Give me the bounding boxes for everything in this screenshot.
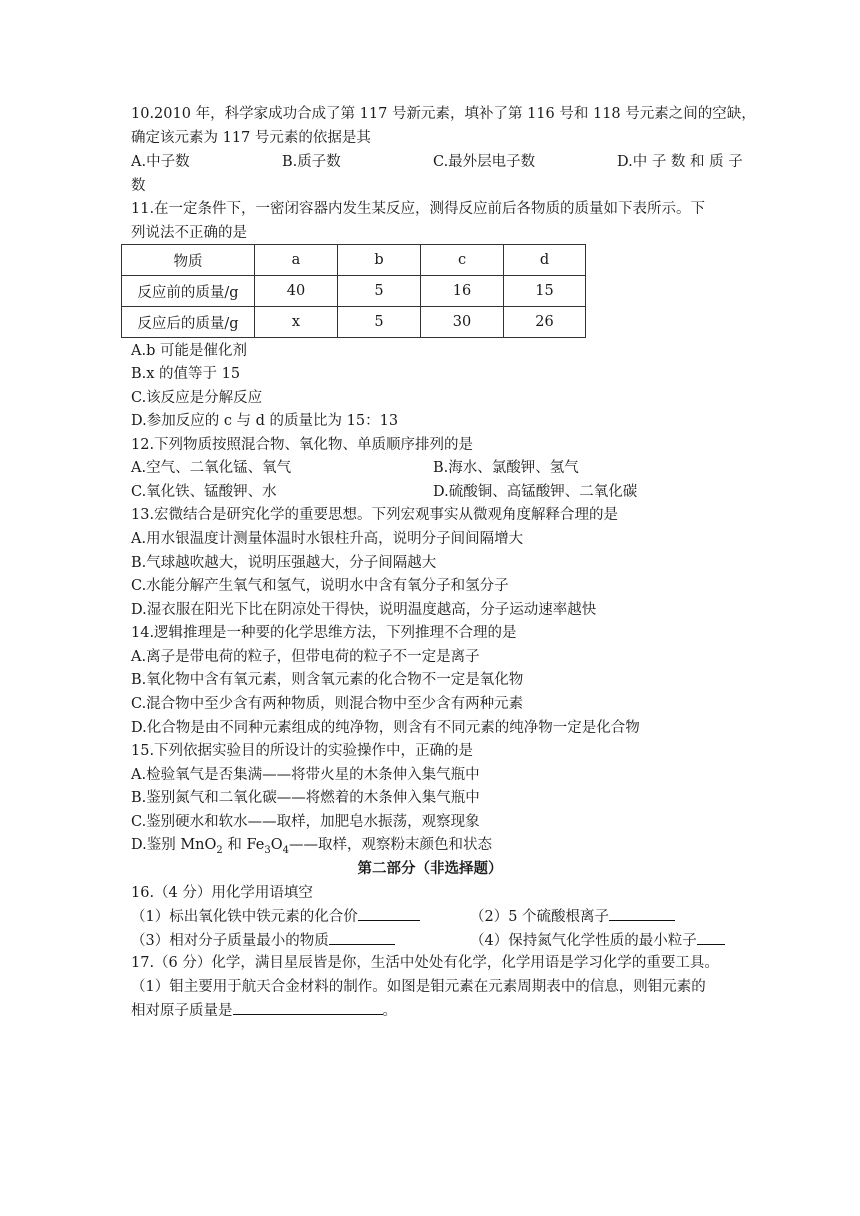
table-header-cell: 物质: [122, 245, 255, 276]
q16-stem: 16.（4 分）用化学用语填空: [131, 885, 313, 901]
q14-option-c: C.混合物中至少含有两种物质，则混合物中至少含有两种元素: [131, 696, 524, 712]
q17-item-1-line2: [131, 1000, 397, 1020]
q10-option-d-wrap: 数: [131, 178, 146, 194]
q13-option-c: C.水能分解产生氧气和氢气，说明水中含有氧分子和氢分子: [131, 578, 509, 594]
q15-option-d-text: ——取样，观察粉末颜色和状态: [289, 837, 492, 853]
q14-stem: 14.逻辑推理是一种要的化学思维方法，下列推理不合理的是: [131, 625, 517, 641]
answer-blank[interactable]: [329, 930, 395, 945]
q16-item-3: [131, 930, 395, 950]
q15-option-c: C.鉴别硬水和软水——取样，加肥皂水振荡，观察现象: [131, 814, 480, 830]
table-cell: 反应前的质量/g: [122, 276, 255, 307]
part2-heading: 第二部分（非选择题）: [357, 860, 503, 877]
table-cell: 26: [504, 307, 586, 338]
q17-item-1-end: 。: [382, 1003, 397, 1019]
q10-stem-line2: 确定该元素为 117 号元素的依据是其: [131, 130, 371, 146]
table-row: [122, 307, 586, 338]
table-cell: x: [255, 307, 338, 338]
q16-item-1-text: （1）标出氧化铁中铁元素的化合价: [131, 909, 358, 925]
q16-item-2-text: （2）5 个硫酸根离子: [470, 909, 610, 925]
q15-option-a: A.检验氧气是否集满——将带火星的木条伸入集气瓶中: [131, 767, 480, 783]
q15-option-d-text: 和 Fe: [222, 837, 265, 853]
answer-blank[interactable]: [609, 906, 675, 921]
q14-option-a: A.离子是带电荷的粒子，但带电荷的粒子不一定是离子: [131, 649, 480, 665]
q16-item-3-text: （3）相对分子质量最小的物质: [131, 933, 329, 949]
q10-option-d: D.中 子 数 和 质 子: [617, 154, 743, 170]
q11-stem-line2: 列说法不正确的是: [131, 225, 247, 241]
q13-option-a: A.用水银温度计测量体温时水银柱升高，说明分子间间隔增大: [131, 531, 524, 547]
q10-stem-line1: 10.2010 年，科学家成功合成了第 117 号新元素，填补了第 116 号和 118 号元素之间的空缺，: [131, 106, 756, 122]
q12-stem: 12.下列物质按照混合物、氧化物、单质顺序排列的是: [131, 437, 474, 453]
subscript: 3: [264, 844, 271, 856]
subscript: 2: [216, 844, 223, 856]
q15-stem: 15.下列依据实验目的所设计的实验操作中，正确的是: [131, 743, 474, 759]
q11-option-c: C.该反应是分解反应: [131, 390, 263, 406]
q13-stem: 13.宏微结合是研究化学的重要思想。下列宏观事实从微观角度解释合理的是: [131, 507, 619, 523]
q17-item-1-line1: （1）钼主要用于航天合金材料的制作。如图是钼元素在元素周期表中的信息，则钼元素的: [131, 979, 706, 995]
q16-item-4-text: （4）保持氮气化学性质的最小粒子: [470, 933, 697, 949]
table-cell: 5: [338, 307, 421, 338]
q15-option-b: B.鉴别氮气和二氧化碳——将燃着的木条伸入集气瓶中: [131, 790, 480, 806]
q15-option-d: [131, 835, 492, 855]
q17-item-1-text: 相对原子质量是: [131, 1003, 233, 1019]
q10-option-a: A.中子数: [131, 154, 190, 170]
q16-item-4: [470, 930, 725, 950]
answer-blank[interactable]: [358, 906, 420, 921]
answer-blank[interactable]: [233, 1000, 383, 1015]
table-header-cell: b: [338, 245, 421, 276]
table-header-cell: d: [504, 245, 586, 276]
table-header-cell: c: [421, 245, 504, 276]
q15-option-d-text: O: [270, 837, 283, 853]
table-header-row: [122, 245, 586, 276]
q10-option-b: B.质子数: [282, 154, 341, 170]
mass-table: [121, 244, 586, 338]
table-cell: 15: [504, 276, 586, 307]
q17-stem: 17.（6 分）化学，满目星辰皆是你，生活中处处有化学，化学用语是学习化学的重要工具。: [131, 955, 719, 971]
q16-item-2: [470, 906, 675, 926]
q11-option-d: D.参加反应的 c 与 d 的质量比为 15：13: [131, 413, 399, 429]
table-header-cell: a: [255, 245, 338, 276]
subscript: 4: [282, 844, 289, 856]
table-cell: 40: [255, 276, 338, 307]
q11-option-a: A.b 可能是催化剂: [131, 343, 247, 359]
table-cell: 16: [421, 276, 504, 307]
q10-option-c: C.最外层电子数: [433, 154, 536, 170]
q14-option-d: D.化合物是由不同种元素组成的纯净物，则含有不同元素的纯净物一定是化合物: [131, 720, 640, 736]
q12-option-b: B.海水、氯酸钾、氢气: [433, 460, 579, 476]
table-row: [122, 276, 586, 307]
table-cell: 30: [421, 307, 504, 338]
q12-option-c: C.氧化铁、锰酸钾、水: [131, 484, 277, 500]
q15-option-d-text: D.鉴别 MnO: [131, 837, 217, 853]
q16-item-1: [131, 906, 420, 926]
q13-option-b: B.气球越吹越大，说明压强越大，分子间隔越大: [131, 555, 437, 571]
answer-blank[interactable]: [697, 930, 725, 945]
table-cell: 5: [338, 276, 421, 307]
q14-option-b: B.氧化物中含有氧元素，则含氧元素的化合物不一定是氧化物: [131, 672, 524, 688]
q12-option-a: A.空气、二氧化锰、氧气: [131, 460, 292, 476]
q13-option-d: D.湿衣服在阳光下比在阴凉处干得快，说明温度越高，分子运动速率越快: [131, 602, 597, 618]
table-cell: 反应后的质量/g: [122, 307, 255, 338]
q11-stem-line1: 11.在一定条件下，一密闭容器内发生某反应，测得反应前后各物质的质量如下表所示。下: [131, 201, 706, 217]
q12-option-d: D.硫酸铜、高锰酸钾、二氧化碳: [433, 484, 638, 500]
q11-option-b: B.x 的值等于 15: [131, 366, 241, 382]
